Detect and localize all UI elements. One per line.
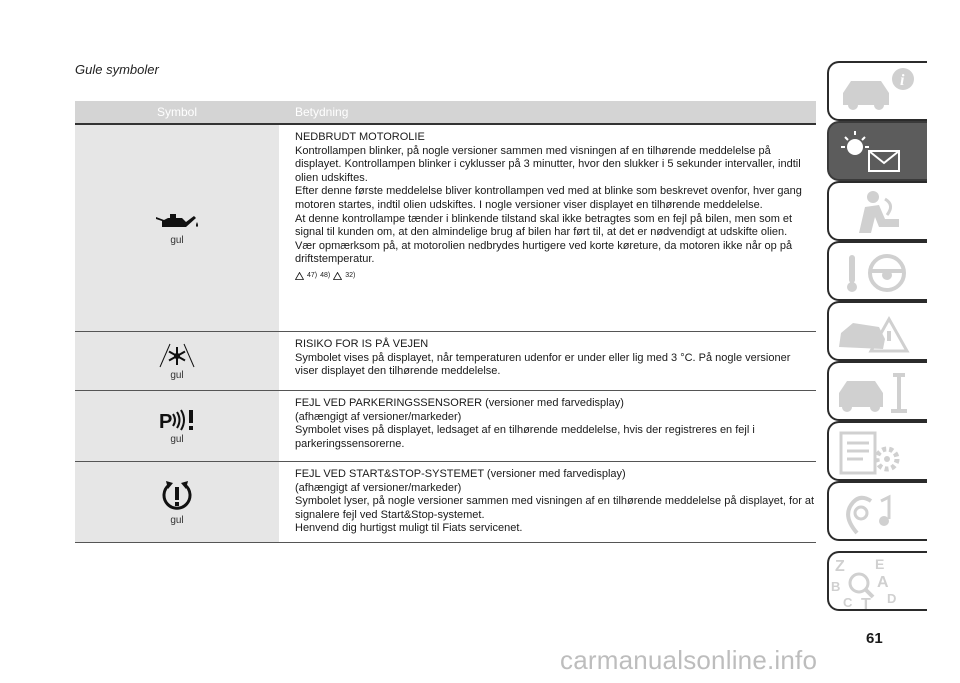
tab-multimedia[interactable] <box>827 481 927 541</box>
multimedia-icon <box>829 483 927 541</box>
row-text: At denne kontrollampe tænder i blinkende tilstand skal ikke betragtes som en fejl på bilen, men som et signal til kunden om, at den almindelige brug af bilen har ført til, at det er nødvendigt at udskifte olien. <box>295 212 793 239</box>
row-title: FEJL VED PARKERINGSSENSORER (versioner med farvedisplay) <box>295 397 624 409</box>
row-title: RISIKO FOR IS PÅ VEJEN <box>295 338 429 350</box>
ref-link[interactable]: 32) <box>345 271 356 279</box>
svg-text:D: D <box>887 591 897 606</box>
header-symbol: Symbol <box>156 105 197 119</box>
caution-hand-icon <box>333 272 342 280</box>
svg-text:B: B <box>831 579 841 594</box>
section-title: Gule symboler <box>75 62 159 77</box>
svg-text:P: P <box>159 410 173 432</box>
car-info-icon <box>829 63 927 121</box>
tab-car-info[interactable] <box>827 61 927 121</box>
meaning-cell <box>279 462 816 542</box>
car-accident-icon <box>829 303 927 361</box>
row-text: Kontrollampen blinker, på nogle versioner sammen med visningen af en tilhørende meddelelse på displayet. Kontrollampen blinker i cyklusser på 3 minutter, hvor den slukker i 5 sekunder intervaller, indtil olien udskiftes. <box>295 144 801 184</box>
symbol-cell <box>75 391 279 461</box>
table-row <box>75 125 816 332</box>
symbol-cell <box>75 125 279 331</box>
references <box>295 269 816 283</box>
row-text: Symbolet lyser, på nogle versioner sammen med visningen af en tilhørende meddelelse på displayet, for at signalere fejl ved Start&Stop-systemet. <box>295 495 815 521</box>
alphabetical-index-icon <box>829 553 927 611</box>
svg-text:E: E <box>875 556 885 572</box>
page-number: 61 <box>866 630 883 647</box>
header-meaning: Betydning <box>295 105 349 119</box>
tab-safety[interactable] <box>827 181 927 241</box>
table-header <box>75 101 816 123</box>
warning-lights-message-icon <box>829 123 927 181</box>
meaning-cell <box>279 332 816 390</box>
svg-text:T: T <box>861 596 871 613</box>
warning-triangle-icon <box>295 272 304 280</box>
svg-text:A: A <box>877 574 889 591</box>
symbol-cell <box>75 462 279 542</box>
table-row <box>75 391 816 462</box>
table-row <box>75 332 816 391</box>
parking-sensor-fault-icon <box>157 408 197 432</box>
color-label: gul <box>170 234 184 246</box>
meaning-cell <box>279 391 816 461</box>
ref-link[interactable]: 48) <box>320 271 331 279</box>
row-title: NEDBRUDT MOTOROLIE <box>295 131 425 143</box>
car-maintenance-icon <box>829 363 927 421</box>
row-text: (afhængigt af versioner/markeder) <box>295 410 462 423</box>
tab-emergency[interactable] <box>827 301 927 361</box>
svg-text:Z: Z <box>835 558 845 575</box>
row-text: Symbolet vises på displayet, ledsaget af en tilhørende meddelelse, hvis der registreres en fejl i parkeringssensorerne. <box>295 424 755 450</box>
technical-data-icon <box>829 423 927 481</box>
row-text: Vær opmærksom på, at motorolien nedbrydes hurtigere ved korte køreture, da motoren ikke når op på driftstemperatur. <box>295 239 793 266</box>
tab-maintenance[interactable] <box>827 361 927 421</box>
warning-symbols-table <box>75 101 816 543</box>
start-stop-fault-icon <box>161 479 193 513</box>
ice-road-icon <box>156 342 198 368</box>
color-label: gul <box>170 514 184 526</box>
row-text: Henvend dig hurtigst muligt til Fiats servicenet. <box>295 522 523 535</box>
table-row <box>75 462 816 543</box>
tab-index[interactable] <box>827 551 927 611</box>
steering-wheel-icon <box>829 243 927 301</box>
color-label: gul <box>170 369 184 381</box>
row-title: FEJL VED START&STOP-SYSTEMET (versioner med farvedisplay) <box>295 468 626 480</box>
tab-warning-lights[interactable] <box>827 121 927 181</box>
tab-technical-data[interactable] <box>827 421 927 481</box>
row-text: Efter denne første meddelelse bliver kontrollampen ved med at blinke som beskrevet ovenfor, hver gang motoren startes, indtil olien udskiftes. I nogle versioner viser displayet en tilhørende meddelelse. <box>295 185 802 211</box>
tab-starting-driving[interactable] <box>827 241 927 301</box>
svg-text:C: C <box>843 595 853 610</box>
oil-can-icon <box>154 211 200 233</box>
meaning-cell <box>279 125 816 331</box>
watermark: carmanualsonline.info <box>560 645 818 675</box>
color-label: gul <box>170 433 184 445</box>
row-text: (afhængigt af versioner/markeder) <box>295 481 462 494</box>
ref-link[interactable]: 47) <box>307 271 318 279</box>
symbol-cell <box>75 332 279 390</box>
seat-airbag-icon <box>829 183 927 241</box>
svg-text:i: i <box>900 72 905 89</box>
row-text: Symbolet vises på displayet, når temperaturen udenfor er under eller lig med 3 °C. På nogle versioner viser displayet den tilhørende meddelelse. <box>295 351 791 378</box>
